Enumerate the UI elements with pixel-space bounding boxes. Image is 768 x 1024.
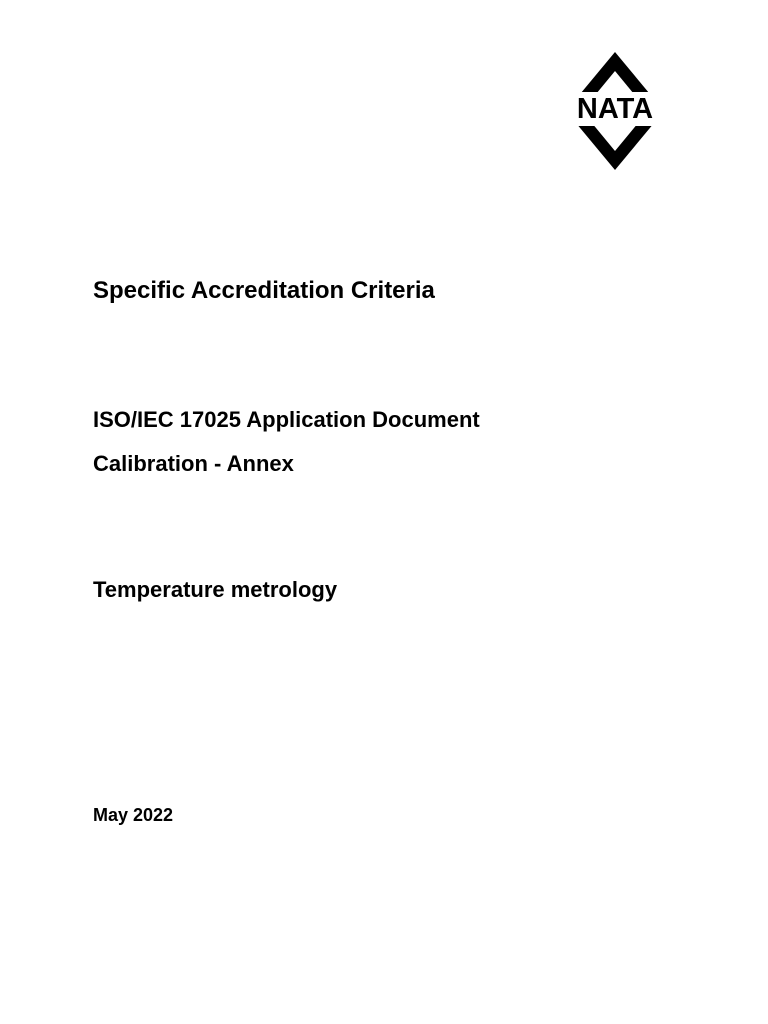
- document-title: Specific Accreditation Criteria: [93, 277, 435, 304]
- publication-date: May 2022: [93, 805, 174, 825]
- topic-heading: Temperature metrology: [93, 577, 338, 602]
- standard-heading: ISO/IEC 17025 Application Document: [93, 407, 480, 432]
- logo-wordmark: NATA: [560, 92, 670, 126]
- section-heading: Calibration - Annex: [93, 451, 294, 476]
- nata-logo: [560, 50, 670, 172]
